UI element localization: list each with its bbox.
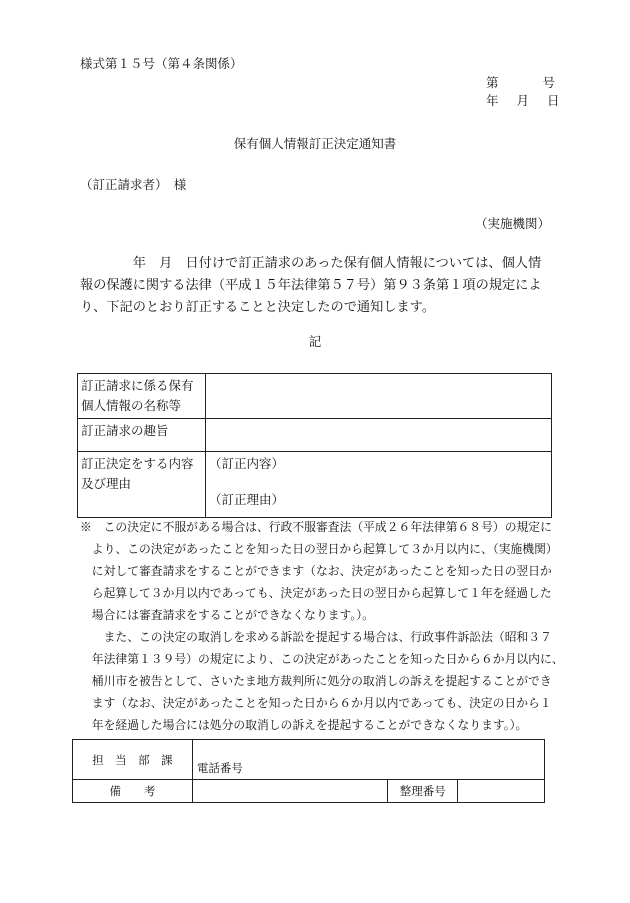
phone-field[interactable] (192, 740, 544, 780)
decision-content-label (78, 452, 206, 518)
body-paragraph (80, 253, 554, 319)
ref-no-label: 整理番号 (388, 780, 458, 803)
remarks-label: 備 考 (73, 780, 193, 803)
table-row (78, 419, 552, 452)
phone-label: 電話番号 (196, 761, 243, 775)
document-date (486, 93, 560, 109)
remarks-field[interactable] (192, 780, 387, 803)
dept-label: 担 当 部 課 (73, 740, 193, 780)
table-row (78, 452, 552, 518)
note-line: より、この決定があったことを知った日の翌日から起算して３か月以内に、（実施機関） (80, 542, 558, 556)
decision-table (77, 373, 552, 518)
note-line: ら起算して３か月以内であっても、決定があった日の翌日から起算して１年を経過した (80, 586, 552, 600)
body-line: り、下記のとおり訂正することと決定したので通知します。 (80, 300, 436, 315)
issuing-organization: （実施機関） (474, 216, 550, 231)
note-line: ※ この決定に不服がある場合は、行政不服審査法（平成２６年法律第６８号）の規定に (80, 520, 552, 534)
note-line: また、この決定の取消しを求める訴訟を提起する場合は、行政事件訴訟法（昭和３７ (80, 630, 552, 644)
document-number (486, 75, 556, 91)
form-number: 様式第１５号（第４条関係） (80, 56, 243, 71)
note-line: ます（なお、決定があったことを知った日から６か月以内であっても、決定の日から１ (80, 696, 552, 710)
number-label-go: 号 (542, 75, 556, 90)
note-line: に対して審査請求をすることができます（なお、決定があったことを知った日の翌日か (80, 564, 552, 578)
label-line: 及び理由 (81, 476, 132, 491)
body-line: 年 月 日付けで訂正請求のあった保有個人情報については、個人情 (80, 256, 542, 271)
request-purpose-label: 訂正請求の趣旨 (78, 419, 206, 452)
note-line: 年を経過した場合には処分の取消しの訴えを提起することができなくなります。）。 (80, 718, 528, 732)
table-row (73, 740, 545, 780)
date-month-label: 月 (516, 93, 530, 108)
body-line: 報の保護に関する法律（平成１５年法律第５７号）第９３条第１項の規定によ (80, 278, 542, 293)
label-line: 訂正請求に係る保有 (81, 378, 194, 393)
footer-table (72, 739, 545, 803)
label-line: 個人情報の名称等 (81, 398, 182, 413)
document-title: 保有個人情報訂正決定通知書 (233, 136, 397, 151)
table-row (78, 374, 552, 419)
date-day-label: 日 (547, 93, 560, 108)
date-year-label: 年 (486, 93, 499, 108)
label-line: 訂正決定をする内容 (81, 456, 194, 471)
correction-reason-label: （訂正理由） (209, 492, 285, 507)
ki-heading: 記 (308, 334, 322, 349)
note-line: 桶川市を被告として、さいたま地方裁判所に処分の取消しの訴えを提起することができ (80, 674, 552, 688)
info-name-label (78, 374, 206, 419)
appeal-notice (80, 516, 564, 736)
recipient: （訂正請求者） 様 (80, 177, 187, 192)
request-purpose-field[interactable] (206, 419, 552, 452)
correction-content-label: （訂正内容） (209, 456, 285, 471)
note-line: 場合には審査請求をすることができなくなります。）。 (80, 608, 374, 622)
info-name-field[interactable] (206, 374, 552, 419)
note-line: 年法律第１３９号）の規定により、この決定があったことを知った日から６か月以内に、 (80, 652, 564, 666)
ref-no-field[interactable] (458, 780, 545, 803)
decision-content-field[interactable] (206, 452, 552, 518)
table-row (73, 780, 545, 803)
number-label-dai: 第 (486, 75, 499, 90)
